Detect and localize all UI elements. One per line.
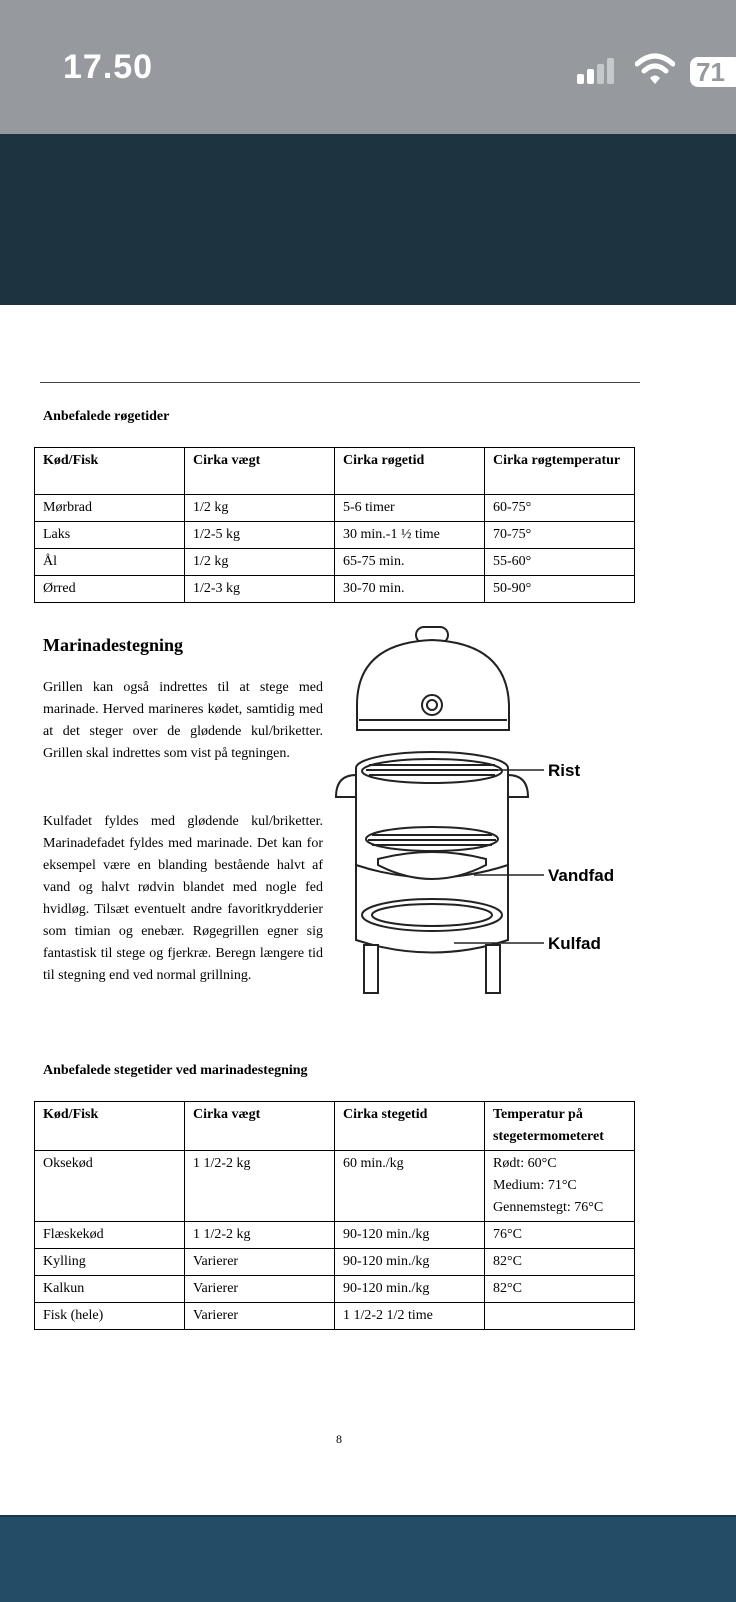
smoking-times-table <box>34 447 635 603</box>
label-kulfad: Kulfad <box>548 934 601 953</box>
table-cell: 1/2-3 kg <box>185 576 335 603</box>
marinade-heading: Marinadestegning <box>43 635 184 655</box>
table-row <box>35 1276 635 1303</box>
table-cell: Fisk (hele) <box>35 1303 185 1330</box>
table-cell: Flæskekød <box>35 1222 185 1249</box>
table-cell: 30-70 min. <box>335 576 485 603</box>
table-header-cell: Temperatur på stegetermometeret <box>485 1102 635 1151</box>
table-header-row <box>35 1102 635 1151</box>
table-row <box>35 1222 635 1249</box>
table-cell: 70-75° <box>485 522 635 549</box>
table-row <box>35 495 635 522</box>
smoking-times-heading: Anbefalede røgetider <box>43 409 170 424</box>
table-cell: Ål <box>35 549 185 576</box>
document-page <box>0 305 736 1515</box>
page-number: 8 <box>336 1432 342 1446</box>
table-cell: 82°C <box>485 1249 635 1276</box>
table-cell: Varierer <box>185 1303 335 1330</box>
table-cell: 76°C <box>485 1222 635 1249</box>
label-rist: Rist <box>548 761 581 780</box>
table-cell: 50-90° <box>485 576 635 603</box>
header-rule <box>40 382 640 383</box>
table-cell: Kylling <box>35 1249 185 1276</box>
clock-time: 17.50 <box>63 48 154 86</box>
table-header-cell: Cirka vægt <box>185 448 335 495</box>
marinade-paragraph-1: Grillen kan også indrettes til at stege med marinade. Herved marineres kødet, samtidig med at det steger over de glødende kul/briketter. Grillen skal indrettes som vist på tegningen. <box>43 680 323 761</box>
table-cell: 60-75° <box>485 495 635 522</box>
roasting-times-table <box>34 1101 635 1330</box>
grill-diagram <box>334 625 634 1005</box>
temp-line: Medium: 71°C <box>493 1178 577 1193</box>
table-cell: 1/2 kg <box>185 495 335 522</box>
app-bottom-bar <box>0 1515 736 1602</box>
table-header-cell: Cirka vægt <box>185 1102 335 1151</box>
cellular-signal-icon <box>577 58 621 84</box>
table-row <box>35 549 635 576</box>
table-cell: 90-120 min./kg <box>335 1249 485 1276</box>
table-cell: 55-60° <box>485 549 635 576</box>
table-cell: Ørred <box>35 576 185 603</box>
table-cell: Mørbrad <box>35 495 185 522</box>
table-cell: 1/2 kg <box>185 549 335 576</box>
status-bar <box>0 0 736 134</box>
grill-body <box>336 752 528 993</box>
table-cell: 1/2-5 kg <box>185 522 335 549</box>
battery-indicator: 71 <box>690 57 736 87</box>
table-cell: 65-75 min. <box>335 549 485 576</box>
table-cell: Laks <box>35 522 185 549</box>
roasting-times-heading: Anbefalede stegetider ved marinadestegning <box>43 1063 308 1078</box>
temp-line: Rødt: 60°C <box>493 1156 557 1171</box>
app-top-banner <box>0 134 736 305</box>
table-cell: Oksekød <box>35 1151 185 1222</box>
table-cell: Varierer <box>185 1249 335 1276</box>
marinade-paragraph-2: Kulfadet fyldes med glødende kul/briketter. Marinadefadet fyldes med marinade. Det kan for eksempel være en blanding bestående halvt af vand og halvt rødvin blandet med nogle fed hvidløg. Tilsæt eventuelt andre favoritkrydderier som timian og enebær. Røgegrillen egner sig fantastisk til stege og fjerkræ. Beregn længere tid til stegning end ved normal grillning. <box>43 814 323 983</box>
table-row <box>35 1249 635 1276</box>
table-header-cell: Kød/Fisk <box>35 1102 185 1151</box>
table-header-cell: Cirka røgtemperatur <box>485 448 635 495</box>
grill-lid <box>357 627 509 730</box>
table-cell: 30 min.-1 ½ time <box>335 522 485 549</box>
table-header-cell: Cirka røgetid <box>335 448 485 495</box>
table-cell: 90-120 min./kg <box>335 1276 485 1303</box>
table-header-cell: Kød/Fisk <box>35 448 185 495</box>
table-cell: Kalkun <box>35 1276 185 1303</box>
table-cell <box>485 1303 635 1330</box>
table-cell: 82°C <box>485 1276 635 1303</box>
table-row <box>35 1303 635 1330</box>
table-cell: 90-120 min./kg <box>335 1222 485 1249</box>
table-cell <box>485 1151 635 1222</box>
table-header-cell: Cirka stegetid <box>335 1102 485 1151</box>
wifi-icon <box>635 52 675 86</box>
label-vandfad: Vandfad <box>548 866 615 885</box>
table-cell: 60 min./kg <box>335 1151 485 1222</box>
table-cell: 1 1/2-2 1/2 time <box>335 1303 485 1330</box>
table-row <box>35 1151 635 1222</box>
temp-line: Gennemstegt: 76°C <box>493 1200 604 1215</box>
table-cell: 1 1/2-2 kg <box>185 1151 335 1222</box>
table-row <box>35 576 635 603</box>
table-cell: 1 1/2-2 kg <box>185 1222 335 1249</box>
table-header-row <box>35 448 635 495</box>
table-row <box>35 522 635 549</box>
table-cell: Varierer <box>185 1276 335 1303</box>
table-cell: 5-6 timer <box>335 495 485 522</box>
